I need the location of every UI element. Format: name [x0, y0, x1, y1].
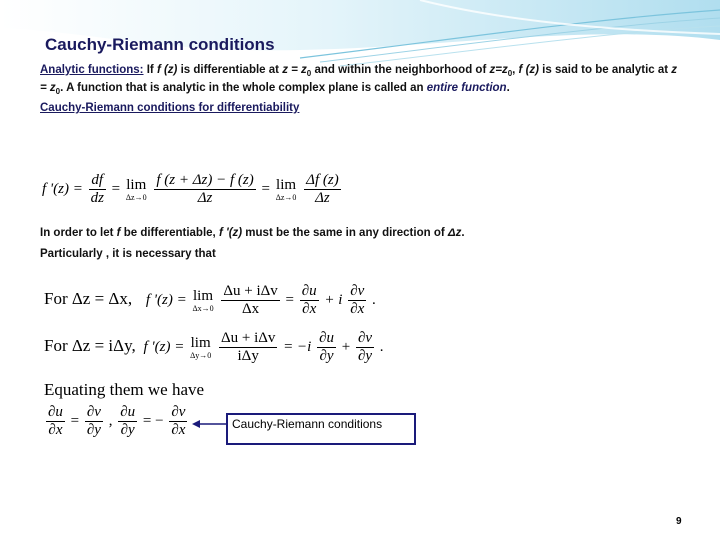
numerator: ∂v — [86, 404, 101, 420]
numerator: ∂v — [357, 330, 373, 346]
partial-v-x — [169, 404, 187, 439]
lim-sub: Δx→0 — [192, 304, 214, 313]
text-run: If — [143, 64, 157, 76]
equals: = — [70, 412, 80, 429]
limit — [276, 177, 297, 202]
math-run: z = z — [282, 64, 307, 76]
denominator: dz — [90, 190, 104, 206]
plus: + — [341, 338, 351, 355]
slide-title: Cauchy-Riemann conditions — [45, 35, 275, 54]
denominator: ∂x — [302, 301, 317, 317]
denominator: iΔy — [237, 348, 259, 364]
text-run: is said to be analytic at — [538, 64, 672, 76]
analytic-paragraph — [40, 63, 680, 99]
denominator: Δz — [315, 190, 330, 206]
denominator: ∂y — [120, 422, 135, 438]
numerator: ∂u — [319, 330, 334, 346]
partial-u-y — [317, 330, 336, 365]
case-dx — [44, 283, 376, 318]
text-run: . A function that is analytic in the whole complex plane is called an — [60, 82, 427, 94]
subscript: 0 — [507, 69, 513, 78]
partial-u-y — [118, 404, 137, 439]
quotient — [219, 330, 277, 365]
limit — [192, 288, 213, 313]
analytic-label: Analytic functions: — [40, 64, 144, 76]
subscript: 0 — [306, 69, 312, 78]
limit — [190, 335, 211, 360]
quotient — [221, 283, 279, 318]
numerator: ∂v — [350, 283, 365, 299]
cr-equations — [44, 404, 189, 439]
lim-text: lim — [190, 335, 211, 351]
fprime-lhs: f '(z) = — [143, 338, 185, 355]
period: . — [372, 291, 376, 308]
math-run: f (z) — [518, 64, 539, 76]
denominator: ∂x — [171, 422, 186, 438]
numerator: Δf (z) — [306, 172, 339, 188]
limit — [126, 177, 147, 202]
math-run: f '(z) — [218, 227, 243, 239]
equating-text: Equating them we have — [44, 380, 205, 399]
case-label: For Δz = Δx, — [44, 288, 133, 308]
lim-sub: Δy→0 — [190, 351, 212, 360]
difference-quotient — [154, 172, 255, 207]
math-run: Δz — [447, 227, 462, 239]
plus-i: + i — [324, 291, 343, 308]
equals-minus-i: = −i — [283, 338, 312, 355]
denominator: Δx — [241, 301, 260, 317]
numerator: ∂u — [48, 404, 63, 420]
denominator: ∂x — [350, 301, 365, 317]
numerator: ∂u — [301, 283, 317, 299]
text-run: , — [512, 64, 519, 76]
fprime-lhs: f '(z) = — [42, 180, 83, 197]
equals: = — [261, 180, 270, 197]
delta-f-fraction — [304, 172, 341, 207]
denominator: ∂y — [319, 348, 334, 364]
entire-function-term: entire function — [426, 82, 507, 94]
cr-callout-box: Cauchy-Riemann conditions — [226, 413, 416, 445]
math-run: z = z — [40, 64, 678, 94]
numerator: Δu + iΔv — [223, 283, 278, 299]
case-label: For Δz = iΔy, — [44, 335, 136, 355]
partial-v-y — [356, 330, 374, 365]
text-run: In order to let — [40, 227, 117, 239]
equals: = — [111, 180, 121, 197]
cr-heading: Cauchy-Riemann conditions for differentiability — [40, 102, 300, 114]
particularly-sentence: Particularly , it is necessary that — [40, 248, 216, 260]
lim-sub: Δz→0 — [275, 193, 297, 202]
equals: = — [285, 291, 294, 308]
numerator: Δu + iΔv — [220, 330, 276, 346]
math-run: z=z — [489, 64, 508, 76]
lim-text: lim — [126, 177, 147, 193]
math-run: f (z) — [156, 64, 178, 76]
partial-u-x — [300, 283, 319, 318]
lim-text: lim — [276, 177, 297, 193]
text-run: . — [461, 227, 465, 239]
in-order-sentence — [40, 227, 465, 239]
period: . — [379, 338, 384, 355]
math-run: f — [116, 227, 121, 239]
callout-arrow-icon — [192, 417, 228, 431]
text-run: . — [506, 82, 510, 94]
partial-v-y — [85, 404, 103, 439]
comma: , — [108, 412, 113, 429]
numerator: f (z + Δz) − f (z) — [156, 172, 254, 188]
denominator: ∂x — [48, 422, 63, 438]
text-run: be differentiable, — [120, 227, 219, 239]
numerator: ∂v — [171, 404, 186, 420]
text-run: is differentiable at — [177, 64, 283, 76]
text-run: and within the neighborhood of — [311, 64, 490, 76]
subscript: 0 — [55, 87, 61, 96]
text-run: must be the same in any direction of — [242, 227, 448, 239]
lim-sub: Δz→0 — [125, 193, 147, 202]
numerator: df — [89, 172, 106, 190]
denominator: Δz — [197, 190, 213, 206]
partial-v-x — [348, 283, 366, 318]
lim-text: lim — [193, 288, 214, 304]
case-dy — [44, 330, 384, 365]
derivative-definition — [42, 172, 343, 207]
denominator: ∂y — [357, 348, 373, 364]
df-dz-fraction — [89, 172, 106, 207]
fprime-lhs: f '(z) = — [145, 291, 187, 308]
partial-u-x — [46, 404, 65, 439]
denominator: ∂y — [86, 422, 101, 438]
equals-minus: = − — [142, 412, 164, 429]
page-number: 9 — [676, 516, 682, 527]
numerator: ∂u — [120, 404, 136, 420]
